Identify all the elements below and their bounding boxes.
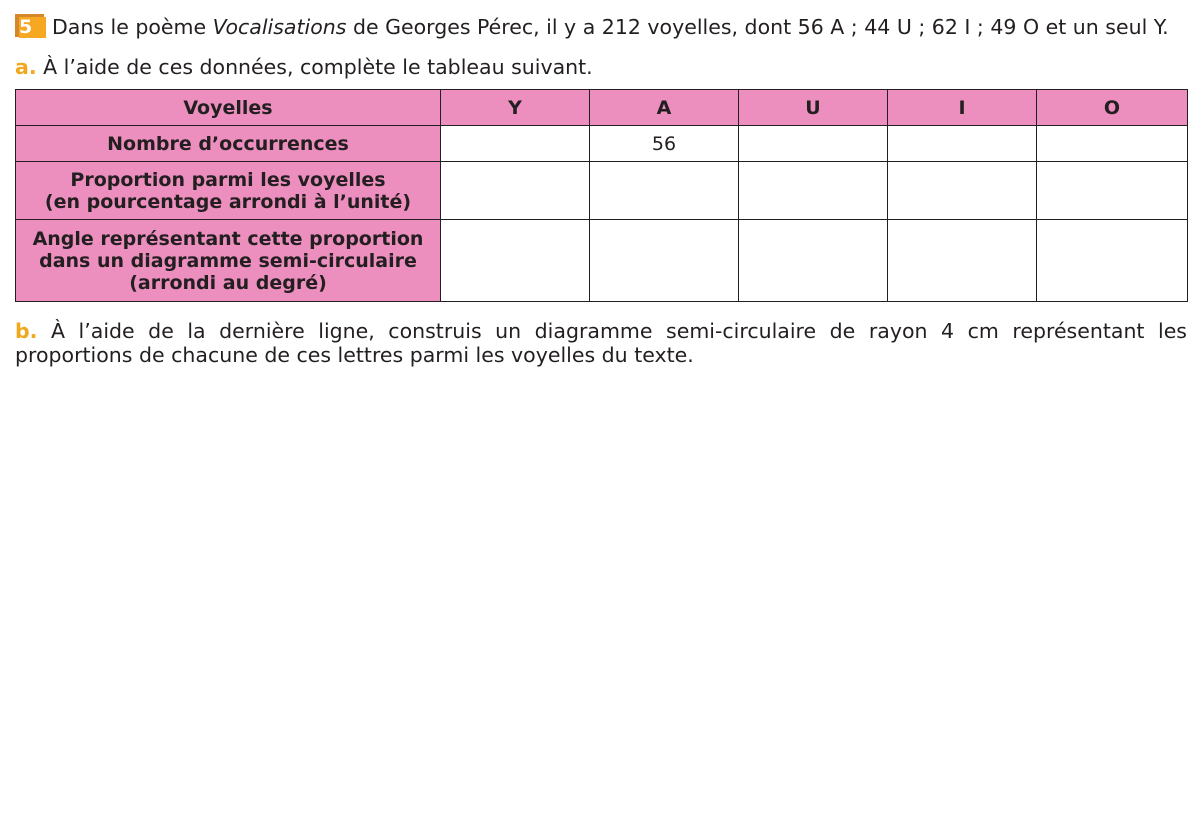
cell-angle-o[interactable] xyxy=(1037,220,1188,302)
row-label-line: (arrondi au degré) xyxy=(129,271,327,294)
header-cell-o: O xyxy=(1037,90,1188,126)
question-b-text: À l’aide de la dernière ligne, construis un diagramme semi-circulaire de rayon 4 cm représentant les proportions de chacune de ces lettres parmi les voyelles du texte. xyxy=(15,319,1187,367)
exercise xyxy=(15,14,1187,367)
exercise-statement xyxy=(15,14,1187,39)
cell-proportion-y[interactable] xyxy=(441,162,590,220)
table-header-row xyxy=(16,90,1188,126)
cell-angle-i[interactable] xyxy=(888,220,1037,302)
vowel-table xyxy=(15,89,1188,302)
header-label-cell: Voyelles xyxy=(16,90,441,126)
row-label-proportion xyxy=(16,162,441,220)
table-row-angle xyxy=(16,220,1188,302)
row-label-line: Proportion parmi les voyelles xyxy=(70,168,386,191)
statement-text-end: de Georges Pérec, il y a 212 voyelles, dont 56 A ; 44 U ; 62 I ; 49 O et un seul Y. xyxy=(346,15,1169,39)
cell-occurrences-i[interactable] xyxy=(888,126,1037,162)
cell-angle-a[interactable] xyxy=(590,220,739,302)
row-label-line: Nombre d’occurrences xyxy=(107,132,349,155)
cell-proportion-u[interactable] xyxy=(739,162,888,220)
question-a-label: a. xyxy=(15,55,37,79)
header-cell-i: I xyxy=(888,90,1037,126)
cell-occurrences-y[interactable] xyxy=(441,126,590,162)
cell-angle-y[interactable] xyxy=(441,220,590,302)
poem-title: Vocalisations xyxy=(212,15,347,39)
row-label-line: (en pourcentage arrondi à l’unité) xyxy=(44,190,412,213)
statement-text-start: Dans le poème xyxy=(52,15,213,39)
question-a xyxy=(15,55,1187,79)
cell-proportion-i[interactable] xyxy=(888,162,1037,220)
cell-occurrences-o[interactable] xyxy=(1037,126,1188,162)
cell-occurrences-u[interactable] xyxy=(739,126,888,162)
exercise-number-badge xyxy=(15,14,46,38)
row-label-line: dans un diagramme semi-circulaire xyxy=(39,249,417,272)
row-label-occurrences xyxy=(16,126,441,162)
row-label-angle xyxy=(16,220,441,302)
cell-proportion-a[interactable] xyxy=(590,162,739,220)
question-b-label: b. xyxy=(15,319,38,343)
table-row-proportion xyxy=(16,162,1188,220)
header-cell-u: U xyxy=(739,90,888,126)
question-a-text: À l’aide de ces données, complète le tableau suivant. xyxy=(36,55,593,79)
exercise-number: 5 xyxy=(19,17,46,38)
cell-proportion-o[interactable] xyxy=(1037,162,1188,220)
row-label-line: Angle représentant cette proportion xyxy=(32,227,424,250)
header-cell-y: Y xyxy=(441,90,590,126)
cell-occurrences-a[interactable]: 56 xyxy=(590,126,739,162)
table-row-occurrences xyxy=(16,126,1188,162)
cell-angle-u[interactable] xyxy=(739,220,888,302)
question-b xyxy=(15,319,1187,367)
header-cell-a: A xyxy=(590,90,739,126)
